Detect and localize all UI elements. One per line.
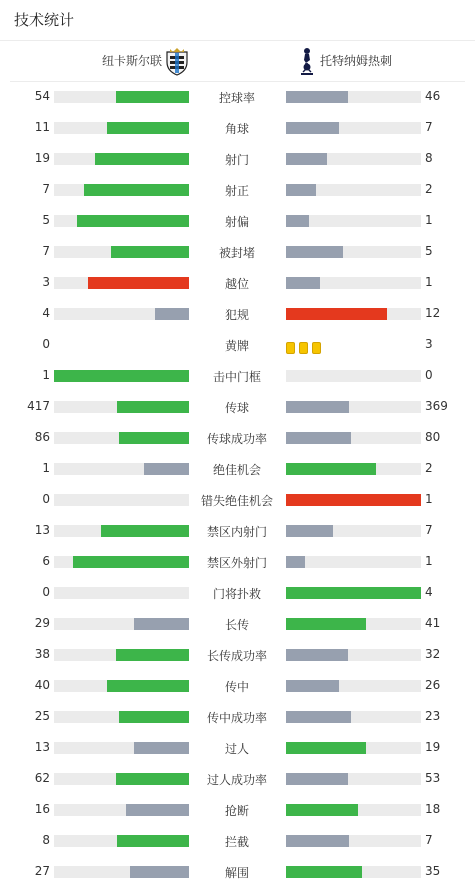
page-title: 技术统计 xyxy=(14,11,75,29)
stat-row xyxy=(0,795,475,826)
home-stat-value: 27 xyxy=(34,864,50,878)
home-stat-bar-fill xyxy=(116,91,189,103)
away-stat-bar xyxy=(286,184,421,196)
away-stat-bar-fill xyxy=(286,277,320,289)
away-team-crest-icon[interactable] xyxy=(293,46,319,76)
stat-label: 绝佳机会 xyxy=(212,463,261,477)
home-team-name[interactable]: 纽卡斯尔联 xyxy=(102,54,163,68)
home-stat-value: 29 xyxy=(34,616,50,630)
stat-row xyxy=(0,671,475,702)
home-stat-value: 19 xyxy=(34,151,50,165)
home-stat-value: 62 xyxy=(34,771,50,785)
home-stat-bar-fill xyxy=(134,742,189,754)
home-stat-value: 4 xyxy=(42,306,50,320)
away-stat-bar-fill xyxy=(286,184,316,196)
home-stat-bar-fill xyxy=(130,866,189,878)
stat-row xyxy=(0,423,475,454)
home-stat-bar-fill xyxy=(107,680,189,692)
home-stat-bar xyxy=(54,246,189,258)
away-stat-bar-fill xyxy=(286,153,327,165)
away-stat-bar xyxy=(286,556,421,568)
stat-label: 抢断 xyxy=(224,804,249,818)
away-stat-bar xyxy=(286,587,421,599)
away-stat-bar xyxy=(286,432,421,444)
home-stat-bar xyxy=(54,91,189,103)
away-stat-value: 7 xyxy=(425,833,433,847)
away-stat-value: 1 xyxy=(425,554,433,568)
stat-label: 传中 xyxy=(224,680,249,694)
yellow-cards xyxy=(286,339,325,351)
stat-label: 犯规 xyxy=(224,308,249,322)
home-stat-bar-fill xyxy=(117,401,189,413)
away-stat-bar xyxy=(286,246,421,258)
home-stat-value: 3 xyxy=(42,275,50,289)
away-stat-bar-fill xyxy=(286,773,348,785)
stat-label: 控球率 xyxy=(218,91,255,105)
away-stat-bar-fill xyxy=(286,432,351,444)
home-stat-bar-fill xyxy=(84,184,189,196)
home-stat-bar-fill xyxy=(95,153,190,165)
away-stat-bar xyxy=(286,649,421,661)
stat-row xyxy=(0,330,475,361)
away-stat-bar xyxy=(286,835,421,847)
stat-row xyxy=(0,361,475,392)
stat-row xyxy=(0,206,475,237)
away-stat-value: 2 xyxy=(425,461,433,475)
stat-label: 击中门框 xyxy=(212,370,261,384)
home-team-crest-icon[interactable] xyxy=(164,46,190,76)
away-stat-bar-fill xyxy=(286,91,348,103)
home-stat-bar-fill xyxy=(77,215,189,227)
away-stat-bar-fill xyxy=(286,525,333,537)
stat-row xyxy=(0,113,475,144)
away-stat-value: 1 xyxy=(425,213,433,227)
home-stat-value: 25 xyxy=(34,709,50,723)
stat-row xyxy=(0,578,475,609)
home-stat-bar-fill xyxy=(101,525,189,537)
away-stat-bar xyxy=(286,742,421,754)
away-stat-bar-fill xyxy=(286,587,421,599)
home-stat-value: 13 xyxy=(34,740,50,754)
away-team-name[interactable]: 托特纳姆热刺 xyxy=(320,54,393,68)
away-stat-bar-fill xyxy=(286,494,421,506)
stat-label: 传球成功率 xyxy=(206,432,267,446)
away-stat-value: 46 xyxy=(425,89,441,103)
stat-row xyxy=(0,454,475,485)
home-stat-value: 1 xyxy=(42,461,50,475)
home-stat-bar xyxy=(54,463,189,475)
stat-label: 角球 xyxy=(224,122,249,136)
home-stat-bar xyxy=(54,649,189,661)
away-stat-value: 369 xyxy=(425,399,448,413)
stat-label: 传球 xyxy=(224,401,249,415)
home-stat-bar xyxy=(54,153,189,165)
stat-row xyxy=(0,609,475,640)
home-stat-bar-fill xyxy=(126,804,189,816)
home-stat-bar-fill xyxy=(155,308,189,320)
away-stat-value: 23 xyxy=(425,709,441,723)
stat-label: 长传成功率 xyxy=(206,649,267,663)
away-stat-bar xyxy=(286,308,421,320)
away-stat-bar-fill xyxy=(286,556,305,568)
home-stat-value: 38 xyxy=(34,647,50,661)
stat-row xyxy=(0,268,475,299)
stat-row xyxy=(0,547,475,578)
stat-label: 射门 xyxy=(224,153,249,167)
away-stat-bar xyxy=(286,804,421,816)
home-stat-bar-fill xyxy=(107,122,189,134)
away-stat-bar xyxy=(286,773,421,785)
home-stat-bar xyxy=(54,711,189,723)
stat-label: 过人成功率 xyxy=(206,773,267,787)
away-stat-bar-fill xyxy=(286,680,339,692)
home-stat-value: 8 xyxy=(42,833,50,847)
away-stat-bar-fill xyxy=(286,308,387,320)
stat-label: 射偏 xyxy=(224,215,249,229)
away-stat-bar xyxy=(286,370,421,382)
stat-row xyxy=(0,175,475,206)
stat-row xyxy=(0,826,475,857)
home-stat-bar-fill xyxy=(111,246,189,258)
stat-row xyxy=(0,299,475,330)
home-stat-bar-fill xyxy=(134,618,189,630)
away-stat-value: 19 xyxy=(425,740,441,754)
away-stat-value: 3 xyxy=(425,337,433,351)
away-stat-value: 32 xyxy=(425,647,441,661)
home-stat-bar-fill xyxy=(54,370,189,382)
away-stat-value: 5 xyxy=(425,244,433,258)
stat-label: 长传 xyxy=(224,618,249,632)
home-stat-value: 54 xyxy=(34,89,50,103)
home-stat-bar-fill xyxy=(73,556,189,568)
stat-row xyxy=(0,82,475,113)
yellow-card-icon xyxy=(299,342,308,354)
away-stat-bar-fill xyxy=(286,122,339,134)
away-stat-value: 0 xyxy=(425,368,433,382)
home-stat-value: 0 xyxy=(42,585,50,599)
away-stat-value: 4 xyxy=(425,585,433,599)
home-stat-bar xyxy=(54,401,189,413)
yellow-card-icon xyxy=(312,342,321,354)
home-stat-bar xyxy=(54,804,189,816)
away-stat-bar-fill xyxy=(286,711,351,723)
stat-row xyxy=(0,857,475,888)
home-stat-bar-fill xyxy=(116,773,189,785)
home-stat-value: 40 xyxy=(34,678,50,692)
away-stat-bar-fill xyxy=(286,401,349,413)
away-stat-value: 2 xyxy=(425,182,433,196)
away-stat-bar-fill xyxy=(286,246,343,258)
home-stat-value: 86 xyxy=(34,430,50,444)
away-stat-bar xyxy=(286,525,421,537)
away-stat-value: 53 xyxy=(425,771,441,785)
away-stat-bar xyxy=(286,711,421,723)
home-stat-bar xyxy=(54,277,189,289)
away-stat-bar-fill xyxy=(286,215,309,227)
away-stat-bar xyxy=(286,680,421,692)
home-stat-bar xyxy=(54,835,189,847)
home-stat-bar-fill xyxy=(119,711,189,723)
away-stat-bar xyxy=(286,153,421,165)
home-stat-value: 7 xyxy=(42,244,50,258)
stat-row xyxy=(0,640,475,671)
stat-label: 越位 xyxy=(224,277,249,291)
stat-label: 黄牌 xyxy=(224,339,249,353)
away-stat-value: 7 xyxy=(425,120,433,134)
stat-row xyxy=(0,516,475,547)
away-stat-value: 35 xyxy=(425,864,441,878)
home-stat-bar xyxy=(54,618,189,630)
away-stat-bar xyxy=(286,618,421,630)
home-stat-value: 11 xyxy=(34,120,50,134)
stat-label: 过人 xyxy=(224,742,249,756)
stat-row xyxy=(0,144,475,175)
away-stat-bar-fill xyxy=(286,866,362,878)
home-stat-bar xyxy=(54,866,189,878)
home-stat-value: 0 xyxy=(42,492,50,506)
away-stat-bar-fill xyxy=(286,618,366,630)
home-stat-bar xyxy=(54,215,189,227)
home-stat-bar xyxy=(54,587,189,599)
divider xyxy=(0,40,475,41)
away-stat-value: 26 xyxy=(425,678,441,692)
stat-row xyxy=(0,392,475,423)
home-stat-bar xyxy=(54,122,189,134)
stat-label: 射正 xyxy=(224,184,249,198)
yellow-card-icon xyxy=(286,342,295,354)
home-stat-bar-fill xyxy=(119,432,189,444)
home-stat-value: 6 xyxy=(42,554,50,568)
home-stat-value: 13 xyxy=(34,523,50,537)
home-stat-bar-fill xyxy=(117,835,189,847)
home-stat-value: 417 xyxy=(27,399,50,413)
away-stat-value: 12 xyxy=(425,306,441,320)
home-stat-bar xyxy=(54,525,189,537)
stat-row xyxy=(0,237,475,268)
away-stat-bar xyxy=(286,215,421,227)
away-stat-value: 1 xyxy=(425,492,433,506)
home-stat-bar xyxy=(54,184,189,196)
away-stat-bar-fill xyxy=(286,835,349,847)
away-stat-bar-fill xyxy=(286,804,358,816)
home-stat-value: 16 xyxy=(34,802,50,816)
home-stat-value: 0 xyxy=(42,337,50,351)
home-stat-bar-fill xyxy=(116,649,189,661)
home-stat-bar xyxy=(54,370,189,382)
stat-label: 错失绝佳机会 xyxy=(200,494,273,508)
stat-row xyxy=(0,764,475,795)
home-stat-bar xyxy=(54,432,189,444)
home-stat-bar xyxy=(54,556,189,568)
away-stat-value: 8 xyxy=(425,151,433,165)
away-stat-bar xyxy=(286,866,421,878)
stat-label: 传中成功率 xyxy=(206,711,267,725)
away-stat-value: 41 xyxy=(425,616,441,630)
home-stat-bar xyxy=(54,494,189,506)
home-stat-bar-fill xyxy=(144,463,189,475)
away-stat-bar xyxy=(286,401,421,413)
home-stat-bar xyxy=(54,742,189,754)
stat-label: 被封堵 xyxy=(218,246,255,260)
away-stat-bar-fill xyxy=(286,742,366,754)
away-stat-bar-fill xyxy=(286,649,348,661)
away-stat-bar xyxy=(286,277,421,289)
stat-label: 解围 xyxy=(224,866,249,880)
stats-list xyxy=(0,82,475,888)
home-stat-value: 7 xyxy=(42,182,50,196)
home-stat-bar xyxy=(54,308,189,320)
away-stat-bar xyxy=(286,122,421,134)
stat-row xyxy=(0,485,475,516)
home-stat-value: 1 xyxy=(42,368,50,382)
home-stat-bar-fill xyxy=(88,277,189,289)
stat-label: 禁区内射门 xyxy=(206,525,267,539)
home-stat-bar xyxy=(54,773,189,785)
stat-row xyxy=(0,702,475,733)
away-stat-bar xyxy=(286,463,421,475)
stat-row xyxy=(0,733,475,764)
away-stat-value: 18 xyxy=(425,802,441,816)
away-stat-value: 80 xyxy=(425,430,441,444)
home-stat-value: 5 xyxy=(42,213,50,227)
stat-label: 禁区外射门 xyxy=(206,556,267,570)
away-stat-bar xyxy=(286,91,421,103)
away-stat-bar-fill xyxy=(286,463,376,475)
stat-label: 拦截 xyxy=(224,835,249,849)
away-stat-bar xyxy=(286,494,421,506)
teams-header xyxy=(0,44,475,80)
stat-label: 门将扑救 xyxy=(212,587,261,601)
away-stat-value: 7 xyxy=(425,523,433,537)
home-stat-bar xyxy=(54,680,189,692)
away-stat-value: 1 xyxy=(425,275,433,289)
